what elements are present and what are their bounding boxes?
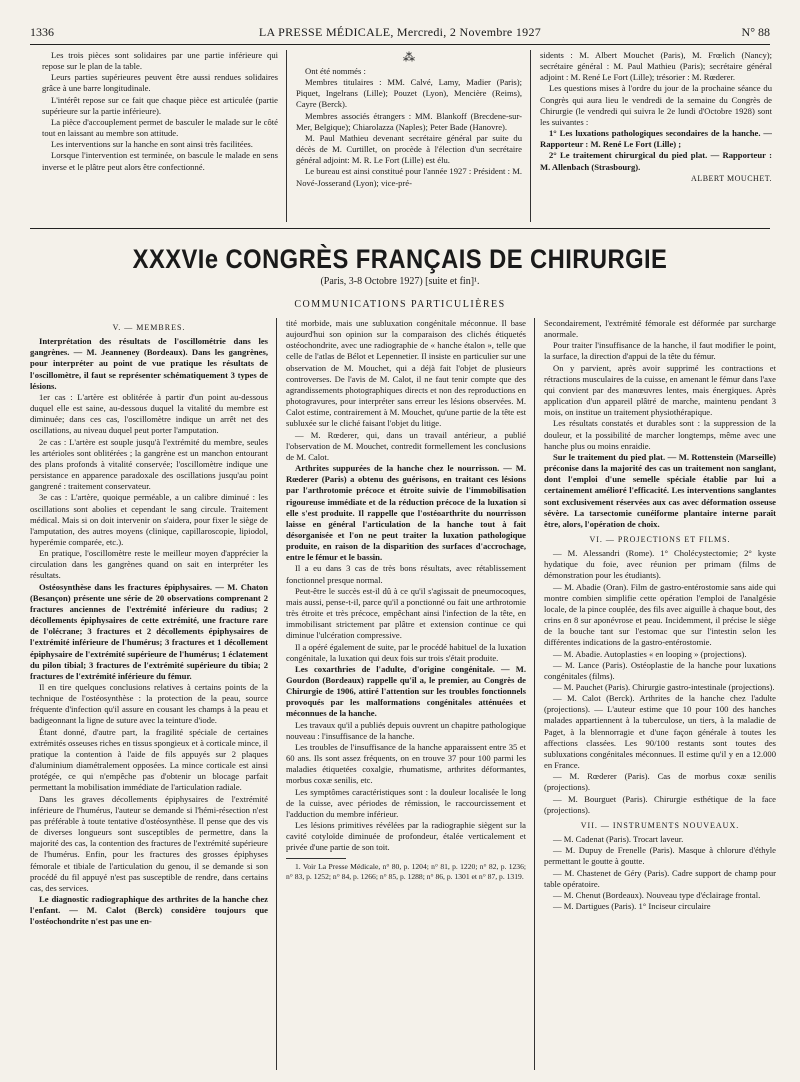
instrument-item: — M. Chenut (Bordeaux). Nouveau type d'éclairage frontal. <box>553 889 761 900</box>
paragraph: Dans les graves décollements épiphysaires de l'extrémité inférieure de l'humérus, l'auteur se demande si l'hémi-résection n'est pas préférable à toute tentative d'ostéosynthèse. Il pense que des vis de diverses longueurs sont susceptibles de permettre, dans la majorité des cas, la contention des fractures de l'extrémité supérieure de l'humérus. Enfin, pour les fractures des grosses épiphyses fémorale et tibiale de l'articulation du genou, il se demande si son procédé du fil appuyé n'est pas susceptible de rendre, dans certains cas, des services. <box>30 793 268 893</box>
section-heading: COMMUNICATIONS PARTICULIÈRES <box>294 299 506 310</box>
asterism: ⁂ <box>403 50 415 64</box>
projection-item: — M. Alessandri (Rome). 1° Cholécystectomie; 2° kyste hydatique du foie, avec réunion per primam (films de démonstration pour les étudiants). <box>544 548 776 581</box>
page-number: 1336 <box>30 25 54 39</box>
instrument-item: — M. Cadenat (Paris). Trocart laveur. <box>553 834 684 845</box>
body-column-2 <box>286 318 526 1070</box>
paragraph: Membres associés étrangers : MM. Blankoff (Brecdene-sur-Mer, Belgique); Chiarolazza (Naples); Peter Bade (Hanovre). <box>296 110 522 132</box>
paragraph: Ont été nommés : <box>305 66 366 76</box>
instrument-item: — M. Dartigues (Paris). 1° Inciseur circulaire <box>553 900 711 911</box>
paragraph: — M. Rœderer, qui, dans un travail antérieur, a publié l'observation de M. Mouchet, contredit formellement les conclusions de M. Calot. <box>286 429 526 462</box>
projection-item: — M. Lance (Paris). Ostéoplastie de la hanche pour luxations congénitales (films). <box>544 659 776 681</box>
paragraph: Leurs parties supérieures peuvent être aussi rendues solidaires grâce à une barre longitudinale. <box>42 72 278 94</box>
paragraph: M. Paul Mathieu devenant secrétaire général par suite du décès de M. Curtillet, on procède à l'élection d'un secrétaire général adjoint: M. R. Le Fort (Lille) est élu. <box>296 132 522 166</box>
paragraph: Peut-être le succès est-il dû à ce qu'il s'agissait de pneumocoques, mais aussi, pense-t-il, parce qu'il a ponctionné ou fait une arthrotomie très étroite et très précoce, empêchant ainsi l'infection de la tête, en immobilisant strictement par plâtre et extension continue ce qui diminue l'ulcération compressive. <box>286 585 526 641</box>
paragraph: Pour traiter l'insuffisance de la hanche, il faut modifier le point, la surface, la direction d'appui de la tête du fémur. <box>544 340 776 362</box>
column-separator <box>276 318 277 1070</box>
masthead-title: LA PRESSE MÉDICALE, Mercredi, 2 Novembre 1927 <box>258 25 542 39</box>
body-column-3 <box>544 318 776 1070</box>
projection-item: — M. Calot (Berck). Arthrites de la hanche chez l'adulte (projections). — L'auteur estime que 10 pour 100 des hanches malades appartiennent à la tuberculose, un tiers, à la maladie de Paget, à la blennorragie et d'une façon générale à toutes les affections classées. Les 90/100 restants sont toutes des subluxations congénitales méconnues. Il estime qu'il y en a 12.000 en France. <box>544 693 776 771</box>
projection-item: — M. Abadie (Oran). Film de gastro-entérostomie sans aide qui montre combien simplifie cette opération l'emploi de l'analgésie locale, de la pince couplée, des fils avec aiguille à chaque bout, des crins en 8 sur aponévrose et peau. Incidemment, il précise le siège de la bouche tant sur l'estomac que sur l'intestin selon les différentes indications de la gastro-entérostomie. <box>544 581 776 648</box>
issue-number: N° 88 <box>741 25 770 39</box>
article-lead: Sur le traitement du pied plat. — M. Rottenstein (Marseille) préconise dans la majorité des cas un traitement non sanglant, dont l'emploi d'une semelle spéciale établie par lui a certainement amélioré l'efficacité. Les interventions sanglantes sont exclusivement réservées aux cas avec déformation osseuse sévère. La tarsectomie cunéiforme plantaire interne paraît être, alors, l'opération de choix. <box>544 451 776 529</box>
column-separator <box>530 50 531 222</box>
paragraph: Les troubles de l'insuffisance de la hanche apparaissent entre 35 et 60 ans. Ils sont assez fréquents, on en trouve 37 pour 100 parmi les maladies étiquetées coxalgie, rhumatisme, arthrites déformantes, morbus coxæ senilis, etc. <box>286 741 526 786</box>
paragraph: Les trois pièces sont solidaires par une partie inférieure qui repose sur le plan de la table. <box>42 50 278 72</box>
top-column-2 <box>296 50 522 222</box>
paragraph: Les résultats constatés et durables sont : la suppression de la douleur, et la possibilité de marcher longtemps, même avec une hanche plus ou moins enraidie. <box>544 418 776 451</box>
column-separator <box>534 318 535 1070</box>
congress-title: XXXVIe CONGRÈS FRANÇAIS DE CHIRURGIE <box>132 244 668 274</box>
paragraph: 2e cas : L'artère est souple jusqu'à l'extrémité du membre, seules les artérioles sont oblitérées ; la gangrène est un manchon entourant des plans profonds à vitalité conservée; l'oscillomètre indique une persistance en apparence paradoxale des oscillations jusqu'au point gangrené : traitement conservateur. <box>30 436 268 492</box>
paragraph: sidents : M. Albert Mouchet (Paris), M. Frœlich (Nancy); secrétaire général : M. Paul Mathieu (Paris); secrétaire général adjoint : M. René Le Fort (Lille); trésorier : M. Rœderer. <box>540 50 772 83</box>
section-rule <box>30 228 770 229</box>
paragraph: Le bureau est ainsi constitué pour l'année 1927 : Président : M. Nové-Josserand (Lyon); vice-pré- <box>296 166 522 188</box>
paragraph: Il a opéré également de suite, par le procédé habituel de la luxation congénitale, la luxation qui deux fois sur trois s'était produite. <box>286 641 526 663</box>
paragraph: Les questions mises à l'ordre du jour de la prochaine séance du Congrès qui aura lieu le vendredi de la semaine du Congrès de Chirurgie (le vendredi qui suivra le 2e lundi d'Octobre 1928) sont les suivantes : <box>540 83 772 127</box>
footnote-rule <box>286 858 346 859</box>
instrument-item: — M. Chastenet de Géry (Paris). Cadre support de champ pour table opératoire. <box>544 867 776 889</box>
subsection-heading: VI. — PROJECTIONS ET FILMS. <box>589 534 731 544</box>
footnote: 1. Voir La Presse Médicale, n° 80, p. 1204; n° 81, p. 1220; n° 82, p. 1236; n° 83, p. 1252; n° 84, p. 1266; n° 85, p. 1288; n° 86, p. 1301 et n° 87, p. 1319. <box>286 861 526 881</box>
top-column-1 <box>42 50 278 222</box>
paragraph: On y parvient, après avoir supprimé les contractions et rétractions musculaires de la cuisse, en amenant le fémur dans l'axe qui convient par des manœuvres lentes, mais énergiques. Après application d'un appareil plâtré de marche, maintenu pendant 3 mois, on institue un traitement physiothérapique. <box>544 362 776 418</box>
paragraph: Étant donné, d'autre part, la fragilité spéciale de certaines extrémités osseuses riches en tissus spongieux et à corticale mince, il pratique la contention à l'aide de fils appuyés sur 2 plaques d'aluminium diamétralement opposées. La mince corticale est ainsi protégée, ce qui n'empêche pas d'obtenir un blocage parfait permettant la mobilisation immédiate de l'articulation radiale. <box>30 726 268 793</box>
paragraph: tité morbide, mais une subluxation congénitale méconnue. Il base aujourd'hui son opinion sur la comparaison des clichés étiquetés ostéochondrite, avec une radiographie de « hanche étalon », telle que celle de l'atlas de Bélot et Lepennetier. Il insiste en particulier sur une observation de M. Mouchet, qui a déjà fait l'objet de plusieurs controverses. De l'avis de M. Calot, il ne faut tenir compte que des agrandissements photographiques directs et non des reproductions en photogravures, pour interpréter sans erreur les lésions observées. M. Calot estime, contrairement à M. Mouchet, qu'une partie de la tête est subluxée sur le cliché faisant l'objet du litige. <box>286 318 526 429</box>
projection-item: — M. Rœderer (Paris). Cas de morbus coxæ senilis (projections). <box>544 771 776 793</box>
paragraph: Secondairement, l'extrémité fémorale est déformée par surcharge anormale. <box>544 318 776 340</box>
paragraph: 1er cas : L'artère est oblitérée à partir d'un point au-dessous duquel elle est saine, au-dessous duquel la vitalité du membre est diminuée; dans ces cas, l'oscillomètre indique un arrêt net des oscillations, au niveau duquel peut porter l'amputation. <box>30 391 268 436</box>
projection-item: — M. Bourguet (Paris). Chirurgie esthétique de la face (projections). <box>544 793 776 815</box>
subsection-heading: V. — MEMBRES. <box>112 323 186 332</box>
article-lead: Arthrites suppurées de la hanche chez le nourrisson. — M. Rœderer (Paris) a obtenu des guérisons, en traitant ces lésions par l'arthrotomie précoce et étroite suivie de l'immobilisation rigoureuse immédiate et de la réduction précoce de la luxation si elle s'est produite. Il rappelle que l'ostéoarthrite du nourrisson laisse en général l'articulation de la hanche tout à fait désorganisée et l'on ne peut traiter la luxation pathologique produite, en raison de la disparition des surfaces d'accrochage, entre le fémur et le bassin. <box>286 463 526 563</box>
paragraph: Il a eu dans 3 cas de très bons résultats, avec rétablissement fonctionnel presque normal. <box>286 563 526 585</box>
paragraph: Membres titulaires : MM. Calvé, Lamy, Madier (Paris); Piquet, Ingelrans (Lille); Pouzet (Lyon), Mencière (Reims), Cayre (Berck). <box>296 77 522 110</box>
article-lead: Ostéosynthèse dans les fractures épiphysaires. — M. Chaton (Besançon) présente une série de 20 observations comprenant 2 fractures anciennes de l'extrémité inférieure du radius; 2 décollements épiphysaires de cette extrémité, une fracture rare de l'olécrane; 3 fractures et 2 décollements épiphysaires de l'extrémité inférieure de l'humérus; 3 fractures et 1 décollement épiphysaire de l'extrémité supérieure de l'humérus; 1 éclatement du pilon tibial; 3 fractures de l'extrémité supérieure du tibia; 2 fractures de l'extrémité inférieure du fémur. <box>30 581 268 681</box>
header-rule <box>30 44 770 45</box>
paragraph: Les travaux qu'il a publiés depuis ouvrent un chapitre pathologique nouveau : l'insuffisance de la hanche. <box>286 719 526 741</box>
column-separator <box>286 50 287 222</box>
running-head <box>30 24 770 40</box>
article-lead: Interprétation des résultats de l'oscillométrie dans les gangrènes. — M. Jeanneney (Bordeaux). Dans les gangrènes, pour interpréter au point de vue pratique les résultats de l'oscillomètre, il faut se représenter schématiquement 3 types de lésions. <box>30 336 268 391</box>
projection-item: — M. Abadie. Autoplasties « en looping » (projections). <box>553 648 747 659</box>
agenda-item: 1° Les luxations pathologiques secondaires de la hanche. — Rapporteur : M. René Le Fort (Lille) ; <box>540 128 772 150</box>
paragraph: Les lésions primitives révélées par la radiographie siègent sur la cavité cotyloïde diminuée de profondeur, étalée verticalement et privée d'une partie de son toit. <box>286 820 526 853</box>
paragraph: Lorsque l'intervention est terminée, on bascule le malade en sens inverse et le plâtre peut alors être confectionné. <box>42 150 278 172</box>
instrument-item: — M. Dupuy de Frenelle (Paris). Masque à chlorure d'éthyle permettant le goutte à goutte. <box>544 845 776 867</box>
subsection-heading: VII. — INSTRUMENTS NOUVEAUX. <box>580 820 740 830</box>
article-lead: Les coxarthries de l'adulte, d'origine congénitale. — M. Gourdon (Bordeaux) rappelle qu'il a, le premier, au Congrès de Chirurgie de 1906, attiré l'attention sur les troubles fonctionnels provoqués par les malformations congénitales atténuées et méconnues de la hanche. <box>286 663 526 719</box>
agenda-item: 2° Le traitement chirurgical du pied plat. — Rapporteur : M. Allenbach (Strasbourg). <box>540 150 772 172</box>
top-column-3 <box>540 50 772 222</box>
paragraph: Il en tire quelques conclusions relatives à certains points de la technique de l'ostéosynthèse : la protection de la peau, source fréquente d'infection qu'il assure en cousant les champs à la peau et badigeonnant la ligne de suture avec la teinture d'iode. <box>30 682 268 726</box>
paragraph: Les symptômes caractéristiques sont : la douleur localisée le long de la cuisse, avec périodes de rémission, le raccourcissement et l'adduction du membre inférieur. <box>286 786 526 819</box>
article-lead: Le diagnostic radiographique des arthrites de la hanche chez l'enfant. — M. Calot (Berck) considère toujours que l'ostéochondrite n'est pas une en- <box>30 893 268 927</box>
signature: ALBERT MOUCHET. <box>691 173 772 183</box>
paragraph: L'intérêt repose sur ce fait que chaque pièce est articulée (partie supérieure sur la partie inférieure). <box>42 94 278 116</box>
projection-item: — M. Pauchet (Paris). Chirurgie gastro-intestinale (projections). <box>553 682 775 692</box>
paragraph: Les interventions sur la hanche en sont ainsi très facilitées. <box>51 139 253 150</box>
congress-subtitle: (Paris, 3-8 Octobre 1927) [suite et fin]¹. <box>320 276 480 287</box>
body-column-1 <box>30 318 268 1070</box>
paragraph: En pratique, l'oscillomètre reste le meilleur moyen d'apprécier la circulation dans les gangrènes quand on sait en interpréter les résultats. <box>30 548 268 581</box>
paragraph: 3e cas : L'artère, quoique perméable, a un calibre diminué : les oscillations sont abolies et cependant le sang circule. Traitement médical. Mais si on doit intervenir on s'aidera, pour fixer le siège de l'amputation, des autres moyens (clinique, capillaroscopie, lipiodol, hyperémie comparée, etc.). <box>30 492 268 547</box>
paragraph: La pièce d'accouplement permet de basculer le malade sur le côté tout en laissant au membre son attitude. <box>42 116 278 139</box>
